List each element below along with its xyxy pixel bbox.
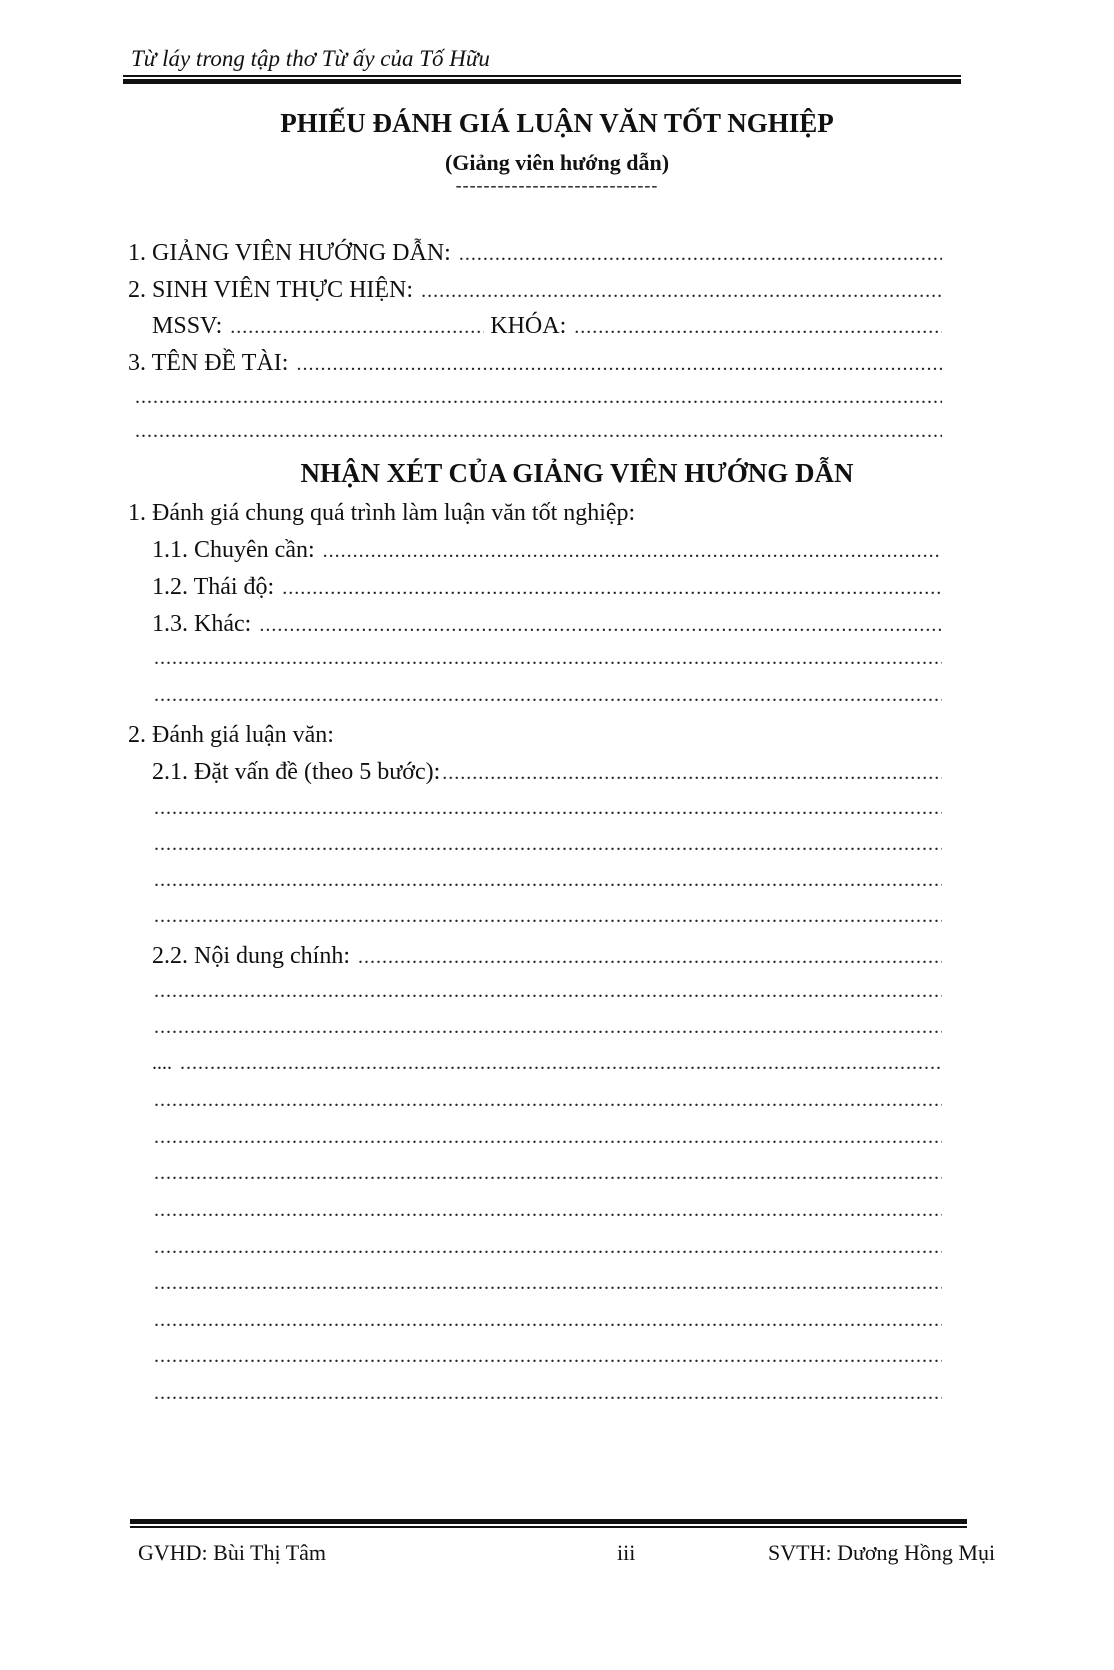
- problem-statement-label: 2.1. Đặt vấn đề (theo 5 bước):: [152, 759, 441, 785]
- attitude-fill-line[interactable]: [282, 577, 942, 600]
- other-continuation-line[interactable]: [152, 647, 942, 677]
- main-content-line[interactable]: [152, 1345, 942, 1375]
- page-number: iii: [617, 1540, 636, 1565]
- fill-line[interactable]: [154, 647, 942, 670]
- main-content-line[interactable]: [152, 1309, 942, 1339]
- student-field[interactable]: [128, 277, 942, 307]
- fill-line[interactable]: [154, 833, 942, 856]
- footer-rule-thin: [130, 1526, 967, 1528]
- fill-line[interactable]: [154, 1345, 942, 1368]
- topic-field[interactable]: [128, 350, 942, 380]
- fill-line[interactable]: [180, 1052, 942, 1075]
- fill-line[interactable]: [154, 905, 942, 928]
- topic-continuation-line[interactable]: [133, 386, 942, 416]
- fill-line[interactable]: [135, 386, 942, 409]
- problem-statement-line[interactable]: [152, 869, 942, 899]
- attitude-label: 1.2. Thái độ:: [152, 574, 275, 600]
- fill-line[interactable]: [154, 1126, 942, 1149]
- main-content-line[interactable]: [152, 1052, 942, 1082]
- footer-advisor-name: Bùi Thị Tâm: [213, 1540, 327, 1565]
- student-id-course-row: [152, 313, 942, 343]
- fill-line[interactable]: [154, 1199, 942, 1222]
- fill-line[interactable]: [154, 1162, 942, 1185]
- main-content-line[interactable]: [152, 1199, 942, 1229]
- course-fill-line[interactable]: [574, 316, 942, 339]
- problem-statement-line[interactable]: [152, 905, 942, 935]
- other-continuation-line[interactable]: [152, 684, 942, 714]
- other-fill-line[interactable]: [259, 614, 942, 637]
- section2-heading: [128, 722, 942, 752]
- student-id-label: MSSV:: [152, 313, 223, 339]
- section1-heading: [128, 500, 942, 530]
- attitude-field[interactable]: [152, 574, 942, 604]
- student-fill-line[interactable]: [421, 280, 942, 303]
- problem-statement-line[interactable]: [152, 833, 942, 863]
- fill-line[interactable]: [154, 1309, 942, 1332]
- other-label: 1.3. Khác:: [152, 611, 252, 637]
- advisor-field-label: 1. GIẢNG VIÊN HƯỚNG DẪN:: [128, 240, 451, 266]
- footer-advisor: [138, 1540, 326, 1566]
- advisor-field[interactable]: [128, 240, 942, 270]
- fill-line[interactable]: [154, 1089, 942, 1112]
- fill-line[interactable]: [154, 980, 942, 1003]
- ellipsis-fragment: ....: [152, 1052, 172, 1074]
- footer-student-label: SVTH:: [768, 1540, 832, 1565]
- main-content-line[interactable]: [152, 1236, 942, 1266]
- footer-student-name: Dương Hồng Mụi: [837, 1540, 996, 1565]
- other-field[interactable]: [152, 611, 942, 641]
- student-field-label: 2. SINH VIÊN THỰC HIỆN:: [128, 277, 414, 303]
- attendance-fill-line[interactable]: [323, 540, 942, 563]
- main-content-line[interactable]: [152, 1162, 942, 1192]
- main-content-fill-line[interactable]: [358, 946, 942, 969]
- course-label: KHÓA:: [490, 313, 567, 339]
- problem-statement-fill-line[interactable]: [442, 762, 942, 785]
- footer-rule-thick: [130, 1519, 967, 1524]
- footer-advisor-label: GVHD:: [138, 1540, 208, 1565]
- problem-statement-line[interactable]: [152, 797, 942, 827]
- fill-line[interactable]: [154, 797, 942, 820]
- main-content-line[interactable]: [152, 1272, 942, 1302]
- fill-line[interactable]: [154, 869, 942, 892]
- main-content-label: 2.2. Nội dung chính:: [152, 943, 350, 969]
- topic-field-label: 3. TÊN ĐỀ TÀI:: [128, 350, 289, 376]
- main-content-line[interactable]: [152, 1089, 942, 1119]
- fill-line[interactable]: [154, 1016, 942, 1039]
- section2-heading-text: 2. Đánh giá luận văn:: [128, 722, 334, 748]
- header-rule-thick: [123, 79, 961, 84]
- main-content-line[interactable]: [152, 1016, 942, 1046]
- main-content-field[interactable]: [152, 943, 942, 973]
- footer-student: [768, 1540, 995, 1566]
- fill-line[interactable]: [135, 420, 942, 443]
- advisor-fill-line[interactable]: [459, 243, 942, 266]
- main-content-line[interactable]: [152, 980, 942, 1010]
- review-title: NHẬN XÉT CỦA GIẢNG VIÊN HƯỚNG DẪN: [300, 458, 854, 488]
- student-id-fill-line[interactable]: [230, 316, 484, 339]
- problem-statement-field[interactable]: [152, 759, 942, 789]
- fill-line[interactable]: [154, 1382, 942, 1405]
- section1-heading-text: 1. Đánh giá chung quá trình làm luận văn tốt nghiệp:: [128, 500, 636, 526]
- running-header: Từ láy trong tập thơ Từ ấy của Tố Hữu: [131, 46, 490, 71]
- subtitle-rule: -----------------------------: [455, 175, 659, 195]
- form-title: PHIẾU ĐÁNH GIÁ LUẬN VĂN TỐT NGHIỆP: [280, 108, 834, 138]
- attendance-field[interactable]: [152, 537, 942, 567]
- form-subtitle: (Giảng viên hướng dẫn): [444, 150, 670, 175]
- attendance-label: 1.1. Chuyên cần:: [152, 537, 315, 563]
- main-content-line[interactable]: [152, 1126, 942, 1156]
- topic-fill-line[interactable]: [296, 353, 942, 376]
- fill-line[interactable]: [154, 684, 942, 707]
- topic-continuation-line[interactable]: [133, 420, 942, 450]
- fill-line[interactable]: [154, 1236, 942, 1259]
- header-rule-thin: [123, 75, 961, 77]
- main-content-line[interactable]: [152, 1382, 942, 1412]
- fill-line[interactable]: [154, 1272, 942, 1295]
